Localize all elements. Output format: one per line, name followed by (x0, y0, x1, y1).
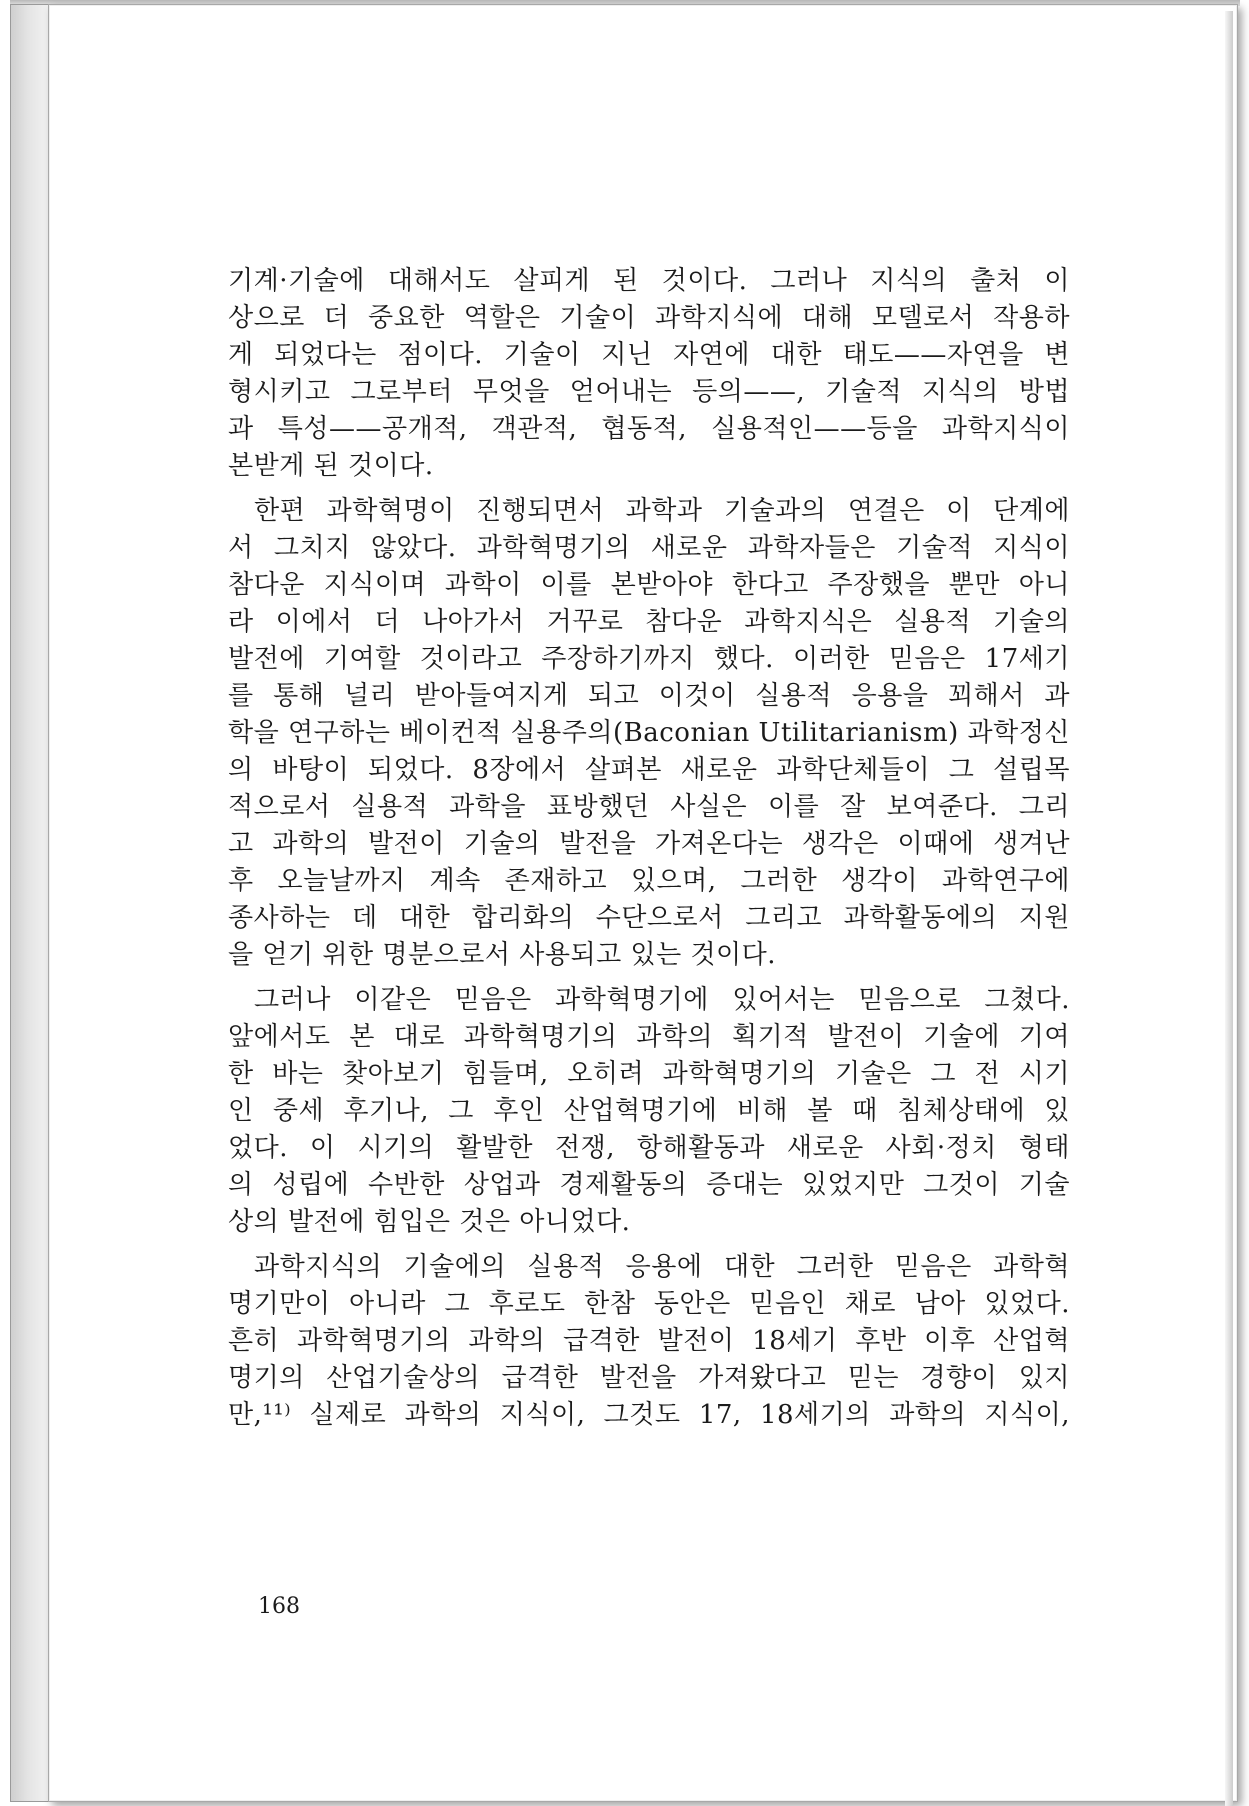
paragraph (228, 1249, 1070, 1434)
text-line: 기계·기술에 대해서도 살피게 된 것이다. 그러나 지식의 출처 이 (228, 266, 1070, 296)
text-line: 의 성립에 수반한 상업과 경제활동의 증대는 있었지만 그것이 기술 (228, 1170, 1070, 1200)
paragraph-gap (228, 974, 1070, 982)
text-line: 앞에서도 본 대로 과학혁명기의 과학의 획기적 발전이 기술에 기여 (228, 1022, 1070, 1052)
text-line: 상의 발전에 힘입은 것은 아니었다. (228, 1207, 631, 1237)
text-line: 를 통해 널리 받아들여지게 되고 이것이 실용적 응용을 꾀해서 과 (228, 681, 1070, 711)
paragraph (228, 982, 1070, 1241)
text-line: 만,¹¹⁾ 실제로 과학의 지식이, 그것도 17, 18세기의 과학의 지식이, (228, 1400, 1070, 1430)
text-line: 고 과학의 발전이 기술의 발전을 가져온다는 생각은 이때에 생겨난 (228, 829, 1070, 859)
text-line: 후 오늘날까지 계속 존재하고 있으며, 그러한 생각이 과학연구에 (228, 866, 1070, 896)
paragraph-gap (228, 485, 1070, 493)
text-line: 라 이에서 더 나아가서 거꾸로 참다운 과학지식은 실용적 기술의 (228, 607, 1070, 637)
text-line: 인 중세 후기나, 그 후인 산업혁명기에 비해 볼 때 침체상태에 있 (228, 1096, 1070, 1126)
text-line: 학을 연구하는 베이컨적 실용주의(Baconian Utilitarianism) 과학정신 (228, 718, 1070, 748)
text-line: 참다운 지식이며 과학이 이를 본받아야 한다고 주장했을 뿐만 아니 (228, 570, 1070, 600)
page-number: 168 (258, 1594, 300, 1619)
book-spine (10, 4, 50, 1802)
text-line: 그러나 이같은 믿음은 과학혁명기에 있어서는 믿음으로 그쳤다. (254, 985, 1070, 1015)
text-line: 을 얻기 위한 명분으로서 사용되고 있는 것이다. (228, 940, 777, 970)
text-line: 적으로서 실용적 과학을 표방했던 사실은 이를 잘 보여준다. 그리 (228, 792, 1070, 822)
text-line: 과학지식의 기술에의 실용적 응용에 대한 그러한 믿음은 과학혁 (254, 1252, 1070, 1282)
text-line: 한 바는 찾아보기 힘들며, 오히려 과학혁명기의 기술은 그 전 시기 (228, 1059, 1070, 1089)
text-line: 명기의 산업기술상의 급격한 발전을 가져왔다고 믿는 경향이 있지 (228, 1363, 1070, 1393)
text-line: 과 특성——공개적, 객관적, 협동적, 실용적인——등을 과학지식이 (228, 414, 1070, 444)
paragraph (228, 493, 1070, 974)
text-line: 게 되었다는 점이다. 기술이 지닌 자연에 대한 태도——자연을 변 (228, 340, 1070, 370)
text-line: 흔히 과학혁명기의 과학의 급격한 발전이 18세기 후반 이후 산업혁 (228, 1326, 1070, 1356)
page-right-edge (1225, 11, 1233, 1806)
text-line: 상으로 더 중요한 역할은 기술이 과학지식에 대해 모델로서 작용하 (228, 303, 1070, 333)
text-line: 한편 과학혁명이 진행되면서 과학과 기술과의 연결은 이 단계에 (254, 496, 1070, 526)
paragraph-gap (228, 1241, 1070, 1249)
text-line: 었다. 이 시기의 활발한 전쟁, 항해활동과 새로운 사회·정치 형태 (228, 1133, 1070, 1163)
text-line: 의 바탕이 되었다. 8장에서 살펴본 새로운 과학단체들이 그 설립목 (228, 755, 1070, 785)
text-line: 명기만이 아니라 그 후로도 한참 동안은 믿음인 채로 남아 있었다. (228, 1289, 1070, 1319)
text-line: 서 그치지 않았다. 과학혁명기의 새로운 과학자들은 기술적 지식이 (228, 533, 1070, 563)
text-line: 발전에 기여할 것이라고 주장하기까지 했다. 이러한 믿음은 17세기 (228, 644, 1070, 674)
text-line: 형시키고 그로부터 무엇을 얻어내는 등의——, 기술적 지식의 방법 (228, 377, 1070, 407)
text-line: 본받게 된 것이다. (228, 451, 434, 481)
body-text (228, 263, 1070, 1434)
text-line: 종사하는 데 대한 합리화의 수단으로서 그리고 과학활동에의 지원 (228, 903, 1070, 933)
paragraph (228, 263, 1070, 485)
